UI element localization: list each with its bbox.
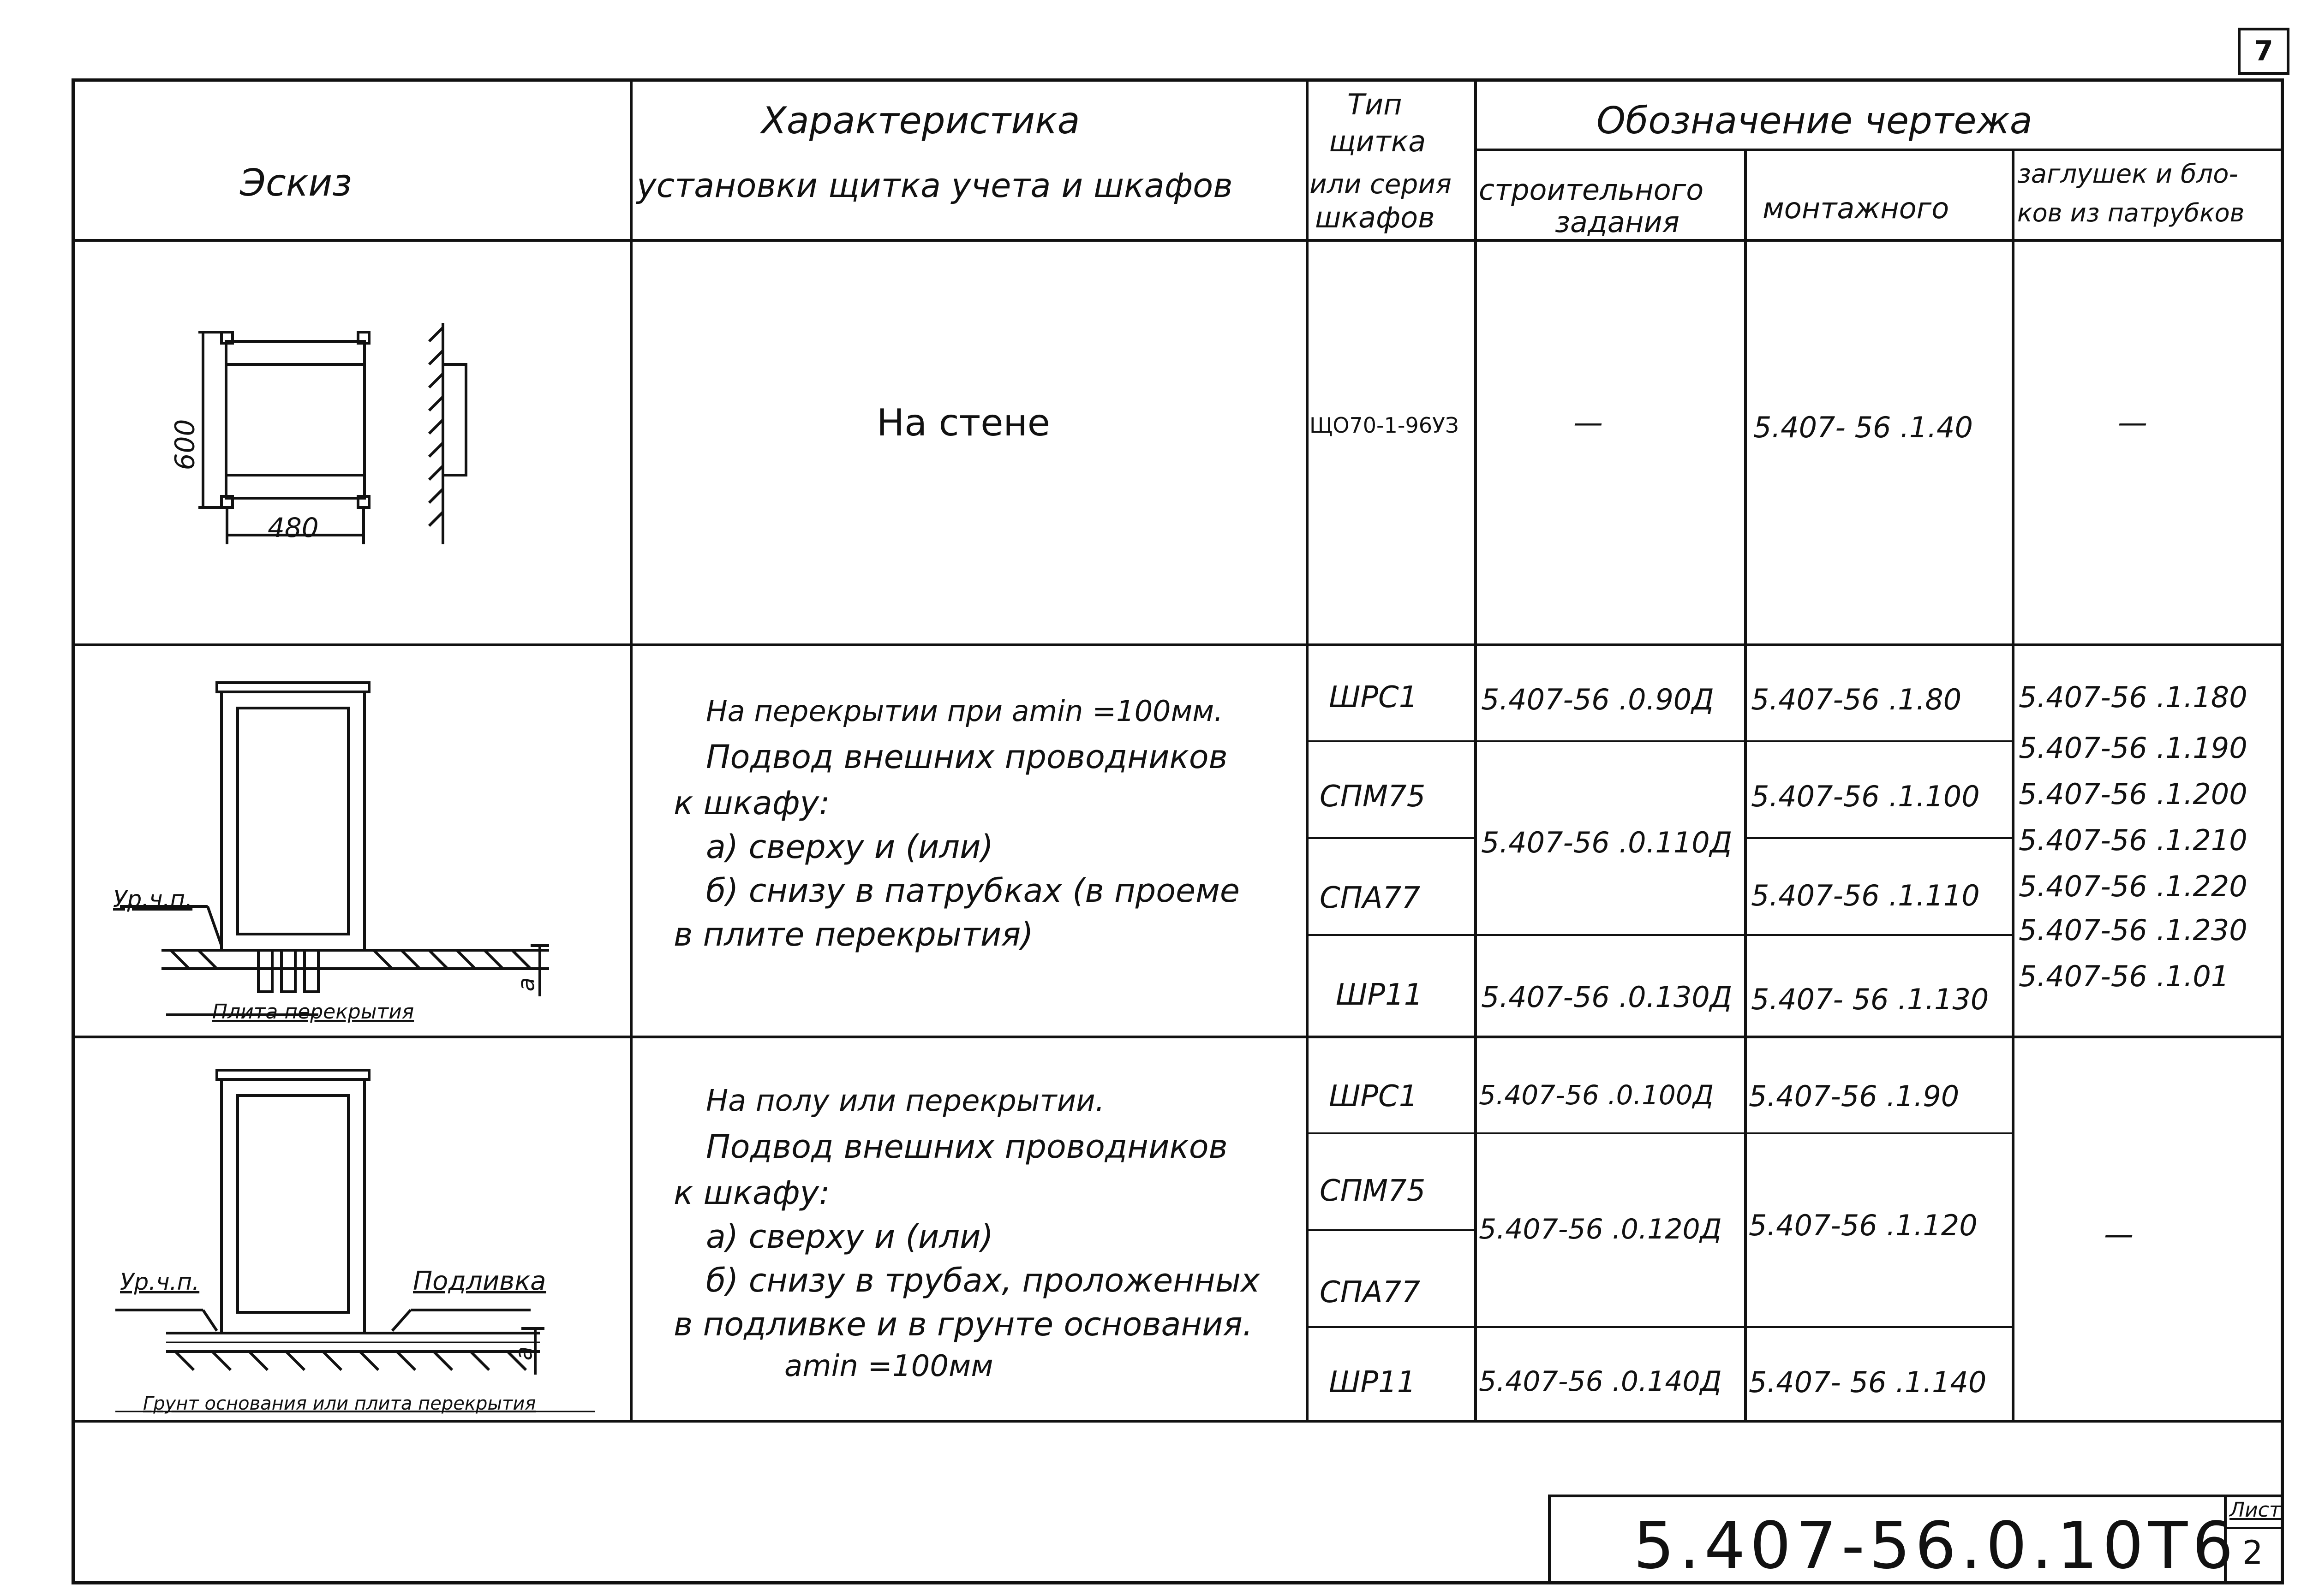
row2-type-2: СПМ75 [1320, 780, 1426, 814]
hline-row2-bottom [72, 1036, 2282, 1038]
row3-type-3: СПА77 [1320, 1275, 1421, 1310]
header-type-1: Тип [1347, 88, 1402, 121]
row3-construction-1: 5.407-56 .0.100Д [1479, 1079, 1714, 1111]
r3-sub-3 [1306, 1326, 2014, 1328]
row3-label-ground: Грунт основания или плита перекрытия [143, 1393, 536, 1414]
row2-type-1: ШРС1 [1329, 680, 1418, 715]
col-line-2 [1306, 78, 1309, 1421]
row3-mounting-3: 5.407- 56 .1.140 [1749, 1365, 1987, 1399]
row3-char-2: Подвод внешних проводников [706, 1128, 1228, 1166]
row3-label-a: a [510, 1346, 538, 1361]
r3-sub-2 [1306, 1229, 1476, 1231]
row3-char-7: amin =100мм [784, 1349, 993, 1383]
header-plugs-2: ков из патрубков [2017, 198, 2245, 227]
row2-type-3: СПА77 [1320, 881, 1421, 915]
row1-construction: — [1573, 406, 1603, 440]
r2-sub-3 [1306, 934, 2014, 936]
row2-label-floor: Ур.ч.п. [113, 886, 193, 912]
wall-cabinet-sketch [157, 314, 526, 572]
row2-char-6: в плите перекрытия) [674, 916, 1034, 953]
hline-row1-bottom [72, 643, 2282, 646]
row2-plugs-5: 5.407-56 .1.220 [2019, 869, 2247, 903]
row2-plugs-7: 5.407-56 .1.01 [2019, 959, 2229, 993]
header-type-4: шкафов [1315, 201, 1435, 234]
header-sketch: Эскиз [240, 161, 352, 204]
header-type-2: щитка [1329, 125, 1426, 158]
row3-char-3: к шкафу: [674, 1174, 830, 1212]
row2-char-5: б) снизу в патрубках (в проеме [706, 872, 1240, 910]
row2-mounting-2: 5.407-56 .1.100 [1751, 780, 1980, 813]
row2-plugs-3: 5.407-56 .1.200 [2019, 777, 2247, 811]
row1-type: ЩО70-1-96УЗ [1309, 413, 1459, 438]
floor-cabinet-pour-sketch [106, 1061, 604, 1416]
col-line-5 [2012, 150, 2014, 1421]
row3-mounting-1: 5.407-56 .1.90 [1749, 1079, 1960, 1113]
row2-construction-3: 5.407-56 .0.130Д [1481, 980, 1733, 1014]
frame-right [2281, 78, 2284, 1584]
r2-sub-2 [1306, 837, 1476, 839]
r2-sub-2b [1744, 837, 2014, 839]
hline-table-bottom [72, 1420, 2282, 1423]
row2-construction-1: 5.407-56 .0.90Д [1481, 683, 1714, 716]
row2-plugs-2: 5.407-56 .1.190 [2019, 731, 2247, 765]
stamp-code: 5.407-56.0.10Т6 [1633, 1508, 2238, 1584]
row3-construction-2: 5.407-56 .0.120Д [1479, 1213, 1722, 1245]
row1-plugs: — [2118, 406, 2147, 440]
col-line-3 [1474, 78, 1477, 1421]
frame-top [72, 78, 2284, 82]
r3-sub-1 [1306, 1132, 2014, 1134]
row2-char-3: к шкафу: [674, 784, 830, 822]
row2-mounting-3: 5.407-56 .1.110 [1751, 879, 1980, 912]
page-number: 7 [2238, 28, 2289, 75]
row3-plugs: — [2104, 1218, 2134, 1252]
header-characteristic-1: Характеристика [761, 99, 1080, 142]
hline-header-bottom [72, 239, 2282, 242]
floor-cabinet-slab-sketch [106, 673, 604, 1029]
row3-type-2: СПМ75 [1320, 1174, 1426, 1208]
row2-char-1: На перекрытии при amin =100мм. [706, 694, 1223, 728]
stamp-left [1548, 1495, 1551, 1582]
hline-designation [1474, 149, 2282, 151]
header-type-3: или серия [1309, 168, 1452, 200]
row2-plugs-4: 5.407-56 .1.210 [2019, 823, 2247, 857]
header-characteristic-2: установки щитка учета и шкафов [637, 166, 1233, 205]
row1-dim-width: 480 [268, 512, 319, 543]
row2-mounting-4: 5.407- 56 .1.130 [1751, 983, 1989, 1016]
row2-char-2: Подвод внешних проводников [706, 738, 1228, 776]
row2-label-a: a [513, 977, 540, 992]
row3-char-4: а) сверху и (или) [706, 1218, 993, 1256]
row2-construction-2: 5.407-56 .0.110Д [1481, 826, 1733, 859]
header-construction-2: задания [1555, 205, 1679, 239]
header-construction-1: строительного [1479, 173, 1704, 207]
row2-char-4: а) сверху и (или) [706, 828, 993, 866]
stamp-sheet-label: Лист [2229, 1498, 2281, 1522]
header-plugs-1: заглушек и бло- [2017, 159, 2238, 189]
row1-characteristic: На стене [877, 401, 1050, 444]
row2-label-slab: Плита перекрытия [212, 1000, 414, 1024]
col-line-1 [630, 78, 633, 1421]
stamp-top [1548, 1495, 2282, 1497]
header-designation: Обозначение чертежа [1596, 99, 2032, 142]
frame-left [72, 78, 75, 1584]
col-line-4 [1744, 150, 1747, 1421]
header-mounting: монтажного [1763, 191, 1949, 225]
r2-sub-1 [1306, 740, 2014, 742]
row3-type-1: ШРС1 [1329, 1079, 1418, 1114]
row2-plugs-6: 5.407-56 .1.230 [2019, 913, 2247, 947]
row3-type-4: ШР11 [1329, 1365, 1416, 1399]
row3-label-pour: Подливка [413, 1266, 546, 1296]
row1-mounting: 5.407- 56 .1.40 [1753, 411, 1973, 444]
row1-dim-height: 600 [169, 419, 201, 470]
row3-label-floor: Ур.ч.п. [120, 1268, 200, 1295]
row2-type-4: ШР11 [1336, 978, 1423, 1012]
row3-char-5: б) снизу в трубах, проложенных [706, 1262, 1260, 1299]
row3-char-6: в подливке и в грунте основания. [674, 1305, 1253, 1343]
row3-construction-3: 5.407-56 .0.140Д [1479, 1365, 1722, 1398]
row3-char-1: На полу или перекрытии. [706, 1084, 1105, 1118]
row2-mounting-1: 5.407-56 .1.80 [1751, 683, 1962, 716]
row3-mounting-2: 5.407-56 .1.120 [1749, 1209, 1978, 1242]
row2-plugs-1: 5.407-56 .1.180 [2019, 680, 2247, 714]
stamp-sheet-number: 2 [2242, 1534, 2263, 1572]
